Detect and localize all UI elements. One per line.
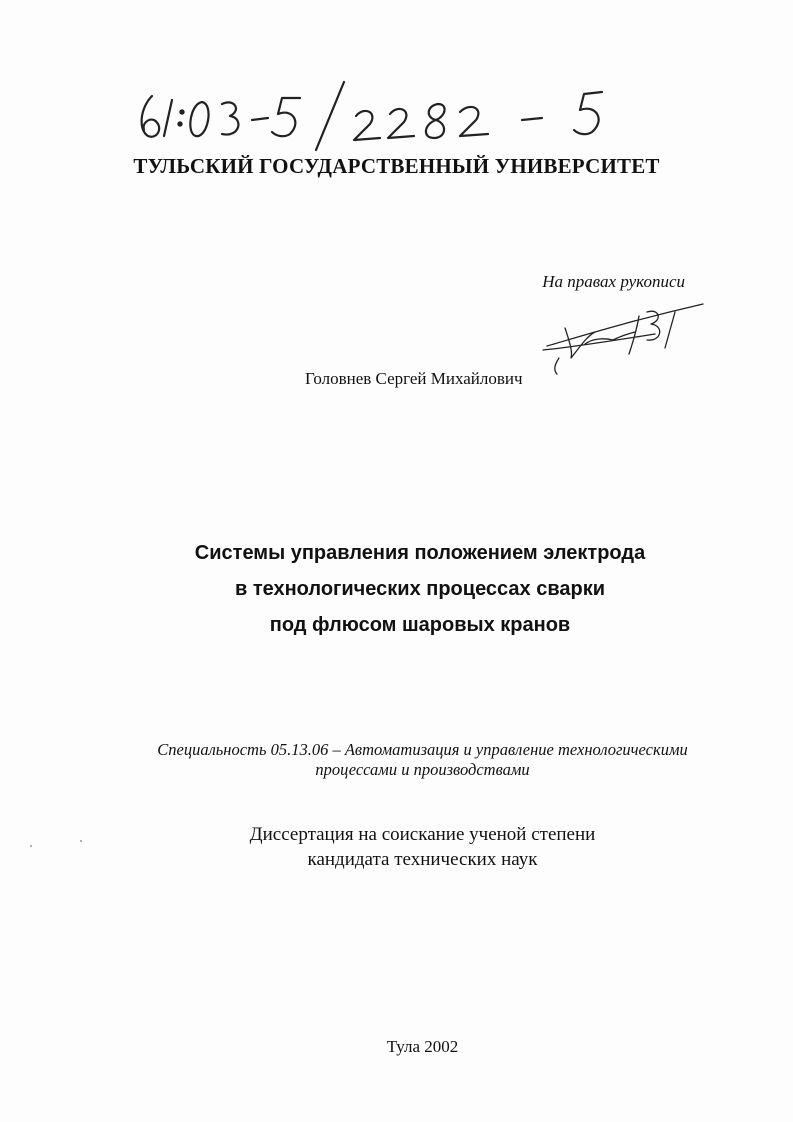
scan-speck [80, 840, 82, 842]
author-name: Головнев Сергей Михайлович [305, 369, 523, 388]
specialty-line: процессами и производствами [315, 760, 530, 779]
university-name: ТУЛЬСКИЙ ГОСУДАРСТВЕННЫЙ УНИВЕРСИТЕТ [133, 154, 660, 178]
degree-line: кандидата технических наук [307, 849, 538, 870]
signature [535, 298, 710, 380]
degree-line: Диссертация на соискание ученой степени [249, 824, 596, 845]
city-year: Тула 2002 [386, 1037, 459, 1056]
specialty-line: Специальность 05.13.06 – Автоматизация и управление технологическими [157, 740, 688, 759]
dissertation-title [120, 535, 720, 643]
degree-statement [180, 822, 665, 872]
signature-icon [535, 298, 710, 380]
scan-speck [30, 845, 32, 847]
archive-code-handwritten [130, 78, 630, 158]
title-line: Системы управления положением электрода [194, 542, 646, 564]
rights-note: На правах рукописи [542, 272, 685, 291]
title-line: в технологических процессах сварки [234, 578, 606, 600]
title-line: под флюсом шаровых кранов [269, 614, 571, 636]
archive-code-handwriting-icon [130, 78, 630, 158]
specialty [110, 740, 735, 780]
